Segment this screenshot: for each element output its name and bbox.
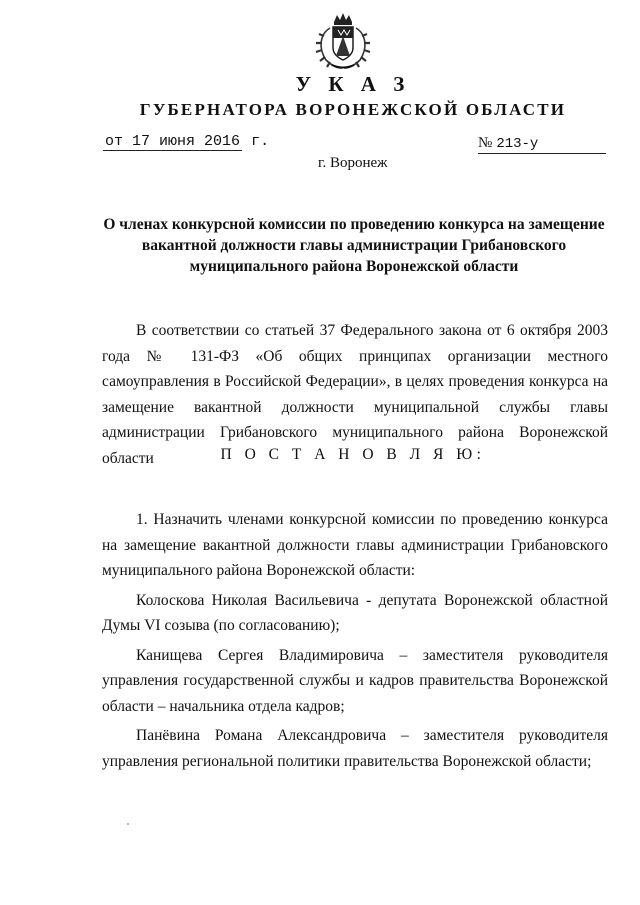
issuer-subtitle: ГУБЕРНАТОРА ВОРОНЕЖСКОЙ ОБЛАСТИ xyxy=(139,100,567,119)
member-3: Панёвина Романа Александровича – заместителя руководителя управления региональной политики правительства Воронежской области; xyxy=(102,727,608,770)
number-prefix: № xyxy=(478,135,493,151)
document-number-line xyxy=(478,135,606,154)
coat-of-arms-icon xyxy=(312,12,374,70)
preamble-text: В соответствии со статьей 37 Федерального закона от 6 октября 2003 года № 131-ФЗ «Об общих принципах организации местного самоуправления в Российской Федерации», в целях проведения конкурса на замещение вакантной должности муниципальной службы главы администрации Грибановского муниципального района Воронежской области xyxy=(102,322,608,467)
date-line xyxy=(103,133,269,150)
date-prefix: от xyxy=(105,133,124,150)
document-type-title: У К А З xyxy=(295,72,411,96)
decree-word: П О С Т А Н О В Л Я Ю: xyxy=(220,446,486,463)
member-1: Колоскова Николая Васильевича - депутата Воронежской областной Думы VI созыва (по согласованию); xyxy=(102,591,608,634)
document-heading: О членах конкурсной комиссии по проведению конкурса на замещение вакантной должности главы администрации Грибановского муниципального района Воронежской области xyxy=(103,216,605,275)
city: г. Воронеж xyxy=(318,155,388,171)
number-value: 213-у xyxy=(496,136,539,152)
item-1-text: 1. Назначить членами конкурсной комиссии по проведению конкурса на замещение вакантной должности главы администрации Грибановского муниципального района Воронежской области: xyxy=(102,511,608,579)
date-value: 17 июня 2016 xyxy=(132,133,241,150)
member-2: Канищева Сергея Владимировича – заместителя руководителя управления государственной службы и кадров правительства Воронежской области – начальника отдела кадров; xyxy=(102,646,608,715)
date-suffix: г. xyxy=(251,133,270,150)
item-1-block xyxy=(102,507,608,778)
scan-speck xyxy=(127,823,129,825)
